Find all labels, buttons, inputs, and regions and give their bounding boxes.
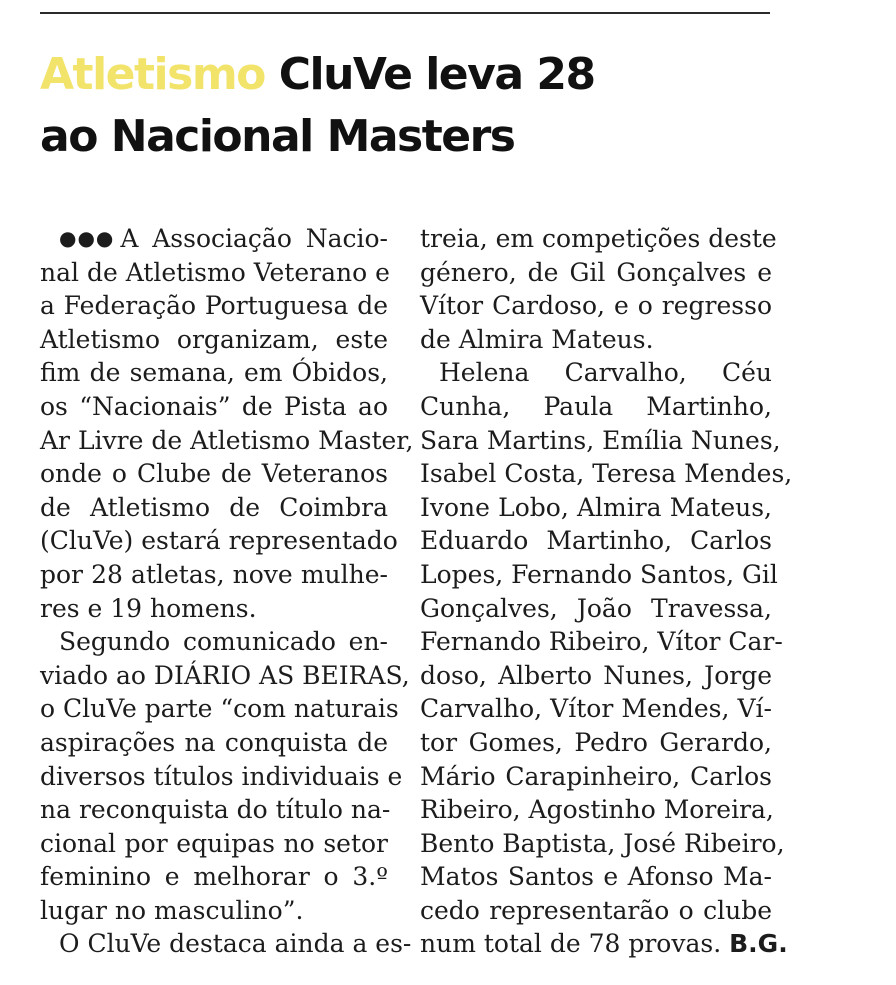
text-line xyxy=(40,793,391,827)
text-line-content: cional por equipas no setor xyxy=(40,828,388,858)
paragraph xyxy=(40,625,410,927)
headline xyxy=(40,44,820,168)
paragraph xyxy=(40,927,412,961)
text-line xyxy=(40,827,388,861)
text-line xyxy=(40,726,388,760)
top-rule xyxy=(40,12,770,14)
text-line xyxy=(420,558,778,592)
text-line-content: Isabel Costa, Teresa Mendes, xyxy=(420,459,793,489)
text-line-content: (CluVe) estará representado xyxy=(40,526,398,556)
text-line-content: fim de semana, em Óbidos, xyxy=(40,358,388,388)
text-line xyxy=(40,256,388,290)
right-column xyxy=(420,222,793,961)
text-line xyxy=(420,894,772,928)
paragraph xyxy=(420,222,777,356)
text-line xyxy=(40,692,399,726)
text-line xyxy=(40,760,403,794)
text-line-content: Helena Carvalho, Céu xyxy=(439,358,772,388)
text-line xyxy=(420,659,772,693)
text-line-content: Eduardo Martinho, Carlos xyxy=(420,526,772,556)
text-line-content: o CluVe parte “com naturais xyxy=(40,694,399,724)
paragraph xyxy=(420,356,793,961)
lead-bullets-icon: ●●● xyxy=(59,226,115,250)
text-line-content: Vítor Cardoso, e o regresso xyxy=(420,291,772,321)
text-line xyxy=(40,625,388,659)
text-line xyxy=(420,524,772,558)
text-line-content: feminino e melhorar o 3.º xyxy=(40,862,388,892)
text-line xyxy=(420,289,772,323)
text-line xyxy=(420,390,772,424)
text-line-content: de Almira Mateus. xyxy=(420,324,654,354)
text-line xyxy=(420,424,781,458)
text-line-content: treia, em competições deste xyxy=(420,224,777,253)
text-line xyxy=(420,323,772,357)
text-line-content: diversos títulos individuais e xyxy=(40,761,403,791)
section-kicker: Atletismo xyxy=(40,49,265,100)
text-line-content: tor Gomes, Pedro Gerardo, xyxy=(420,727,772,757)
text-line xyxy=(420,760,772,794)
text-line xyxy=(40,356,388,390)
text-line-content: lugar no masculino”. xyxy=(40,895,304,925)
text-line xyxy=(420,356,772,390)
text-line-content: Lopes, Fernando Santos, Gil xyxy=(420,559,778,589)
text-line-content: Cunha, Paula Martinho, xyxy=(420,391,772,421)
text-line-content: Bento Baptista, José Ribeiro, xyxy=(420,828,785,858)
text-line-content: Ar Livre de Atletismo Master, xyxy=(40,425,414,455)
headline-line-1: CluVe leva 28 xyxy=(278,49,595,100)
text-line xyxy=(420,625,783,659)
text-line-content: Mário Carapinheiro, Carlos xyxy=(420,761,772,791)
paragraph xyxy=(40,222,414,625)
text-line-content: nal de Atletismo Veterano e xyxy=(40,257,390,287)
text-line-content: onde o Clube de Veteranos xyxy=(40,459,388,489)
text-line-content: A Associação Nacio- xyxy=(120,224,388,253)
text-line-content: Ivone Lobo, Almira Mateus, xyxy=(420,492,772,522)
text-line-content: Fernando Ribeiro, Vítor Car- xyxy=(420,627,783,657)
text-line-content: cedo representarão o clube xyxy=(420,895,772,925)
text-line-content: por 28 atletas, nove mulhe- xyxy=(40,559,388,589)
text-line xyxy=(420,860,772,894)
text-line-content: doso, Alberto Nunes, Jorge xyxy=(420,660,772,690)
text-line xyxy=(420,457,793,491)
left-column xyxy=(40,222,414,961)
text-line xyxy=(40,659,410,693)
text-line xyxy=(40,390,388,424)
text-line xyxy=(420,491,772,525)
text-line xyxy=(420,222,777,256)
text-line xyxy=(420,256,772,290)
text-line xyxy=(420,692,772,726)
text-line-content: res e 19 homens. xyxy=(40,593,257,623)
text-line xyxy=(420,793,772,827)
text-line-content: na reconquista do título na- xyxy=(40,795,391,825)
text-line xyxy=(420,592,772,626)
text-line-content: os “Nacionais” de Pista ao xyxy=(40,391,388,421)
text-line xyxy=(40,860,388,894)
text-line-content: num total de 78 provas. xyxy=(420,929,722,959)
text-line xyxy=(40,524,398,558)
text-line xyxy=(40,558,388,592)
text-line xyxy=(420,927,788,961)
text-line-content: Matos Santos e Afonso Ma- xyxy=(420,862,772,892)
text-line-content: viado ao DIÁRIO AS BEIRAS, xyxy=(40,660,410,690)
text-line xyxy=(40,289,388,323)
text-line xyxy=(40,927,412,961)
headline-line-2: ao Nacional Masters xyxy=(40,111,515,162)
text-line-content: a Federação Portuguesa de xyxy=(40,291,388,321)
text-line xyxy=(40,222,388,256)
byline: B.G. xyxy=(729,929,788,959)
text-line-content: Sara Martins, Emília Nunes, xyxy=(420,425,781,455)
text-line xyxy=(40,323,388,357)
text-line xyxy=(420,726,772,760)
text-line xyxy=(420,827,785,861)
text-line xyxy=(40,491,388,525)
text-line-content: género, de Gil Gonçalves e xyxy=(420,257,772,287)
text-line-content: Gonçalves, João Travessa, xyxy=(420,593,772,623)
text-line xyxy=(40,457,388,491)
text-line-content: O CluVe destaca ainda a es- xyxy=(59,929,412,959)
text-line xyxy=(40,592,388,626)
text-line xyxy=(40,894,388,928)
text-line-content: aspirações na conquista de xyxy=(40,727,388,757)
text-line-content: Segundo comunicado en- xyxy=(59,627,388,657)
text-line-content: Atletismo organizam, este xyxy=(40,324,388,354)
text-line-content: Ribeiro, Agostinho Moreira, xyxy=(420,795,774,825)
text-line-content: Carvalho, Vítor Mendes, Ví- xyxy=(420,694,772,724)
text-line xyxy=(40,424,414,458)
text-line-content: de Atletismo de Coimbra xyxy=(40,492,388,522)
